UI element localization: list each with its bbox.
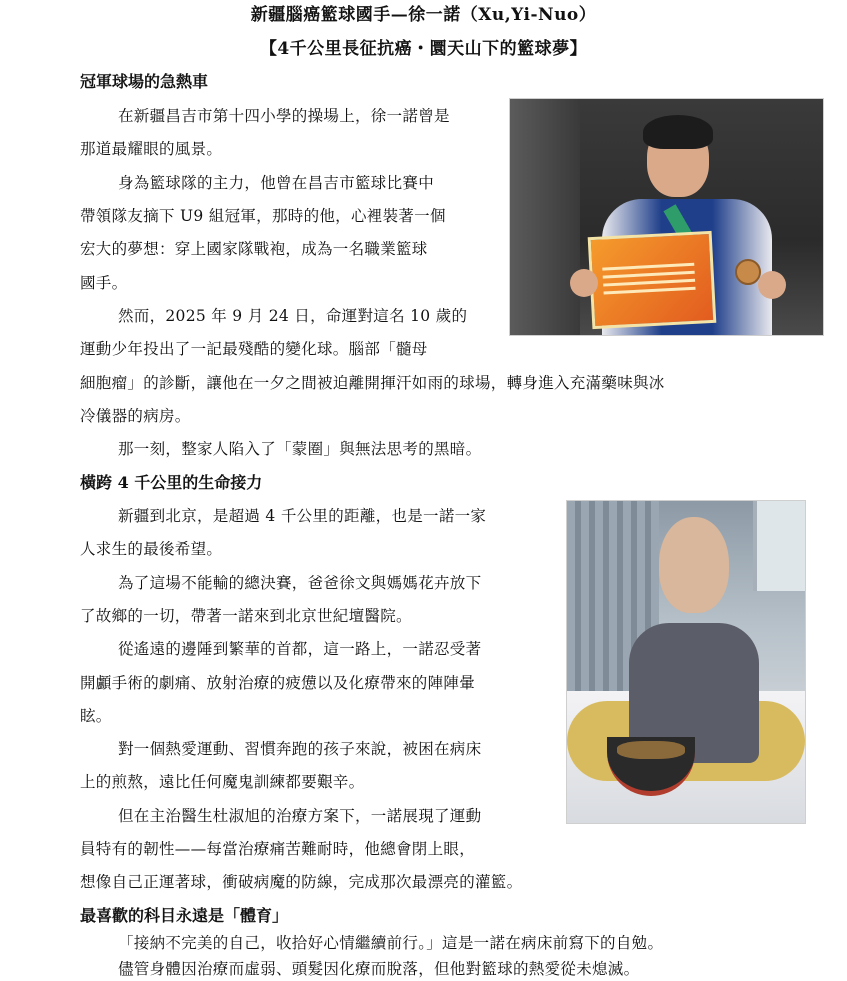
- paragraph-line: 了故鄉的一切，帶著一諾來到北京世紀壇醫院。: [80, 607, 412, 625]
- award-certificate-icon: [588, 231, 717, 329]
- paragraph-line: 人求生的最後希望。: [80, 540, 223, 558]
- medal-icon: [735, 259, 761, 285]
- hospital-window: [753, 501, 806, 591]
- food-in-bowl: [617, 741, 685, 759]
- boy-with-award-certificate-photo: [509, 98, 824, 336]
- paragraph-line: 國手。: [80, 274, 128, 292]
- paragraph-line: 冷儀器的病房。: [80, 407, 191, 425]
- paragraph-line: 但在主治醫生杜淑旭的治療方案下，一諾展現了運動: [118, 807, 482, 825]
- section-heading-life-relay: 橫跨 4 千公里的生命接力: [80, 473, 263, 492]
- left-hand: [570, 269, 598, 297]
- paragraph-line: 在新疆昌吉市第十四小學的操場上，徐一諾曾是: [118, 107, 450, 125]
- paragraph-line: 新疆到北京，是超過 4 千公里的距離，也是一諾一家: [118, 507, 487, 525]
- paragraph-line: 細胞瘤」的診斷，讓他在一夕之間被迫離開揮汗如雨的球場，轉身進入充滿藥味與冰: [80, 374, 665, 392]
- paragraph-line: 為了這場不能輸的總決賽，爸爸徐文與媽媽花卉放下: [118, 574, 482, 592]
- section-heading-champion-court: 冠軍球場的急熱車: [80, 72, 209, 91]
- paragraph-line: 從遙遠的邊陲到繁華的首都，這一路上，一諾忍受著: [118, 640, 482, 658]
- paragraph-line: 員特有的韌性——每當治療痛苦難耐時，他總會閉上眼，: [80, 840, 476, 858]
- paragraph-line: 上的煎熬，遠比任何魔鬼訓練都要艱辛。: [80, 773, 365, 791]
- paragraph-line: 儘管身體因治療而虛弱、頭髮因化療而脫落，但他對籃球的熱愛從未熄滅。: [118, 960, 640, 978]
- document-subtitle: 【4千公里長征抗癌・圜天山下的籃球夢】: [259, 39, 588, 59]
- paragraph-line: 想像自己正運著球，衝破病魔的防線，完成那次最漂亮的灌籃。: [80, 873, 523, 891]
- paragraph-line: 運動少年投出了一記最殘酷的變化球。腦部「髓母: [80, 340, 428, 358]
- paragraph-line: 帶領隊友摘下 U9 組冠軍，那時的他，心裡裝著一個: [80, 207, 446, 225]
- paragraph-line: 那道最耀眼的風景。: [80, 140, 223, 158]
- paragraph-line: 眩。: [80, 707, 112, 725]
- boy-face: [659, 517, 729, 613]
- paragraph-line: 「接納不完美的自己，收拾好心情繼續前行。」這是一諾在病床前寫下的自勉。: [118, 934, 664, 952]
- paragraph-line: 對一個熱愛運動、習慣奔跑的孩子來說，被困在病床: [118, 740, 482, 758]
- paragraph-line: 開顱手術的劇痛、放射治療的疲憊以及化療帶來的陣陣暈: [80, 674, 476, 692]
- photo-background: [510, 99, 580, 335]
- right-hand: [758, 271, 786, 299]
- paragraph-line: 然而，2025 年 9 月 24 日，命運對這名 10 歲的: [118, 307, 468, 325]
- document-title: 新疆腦癌籃球國手—徐一諾（Xu,Yi-Nuo）: [250, 5, 597, 25]
- paragraph-line: 宏大的夢想：穿上國家隊戰袍，成為一名職業籃球: [80, 240, 428, 258]
- certificate-text-lines: [602, 263, 694, 271]
- boy-in-hospital-bed-photo: [566, 500, 806, 824]
- paragraph-line: 那一刻，整家人陷入了「蒙圈」與無法思考的黑暗。: [118, 440, 482, 458]
- section-heading-favorite-subject: 最喜歡的科目永遠是「體育」: [80, 906, 289, 925]
- paragraph-line: 身為籃球隊的主力，他曾在昌吉市籃球比賽中: [118, 174, 435, 192]
- boy-hair: [643, 115, 713, 149]
